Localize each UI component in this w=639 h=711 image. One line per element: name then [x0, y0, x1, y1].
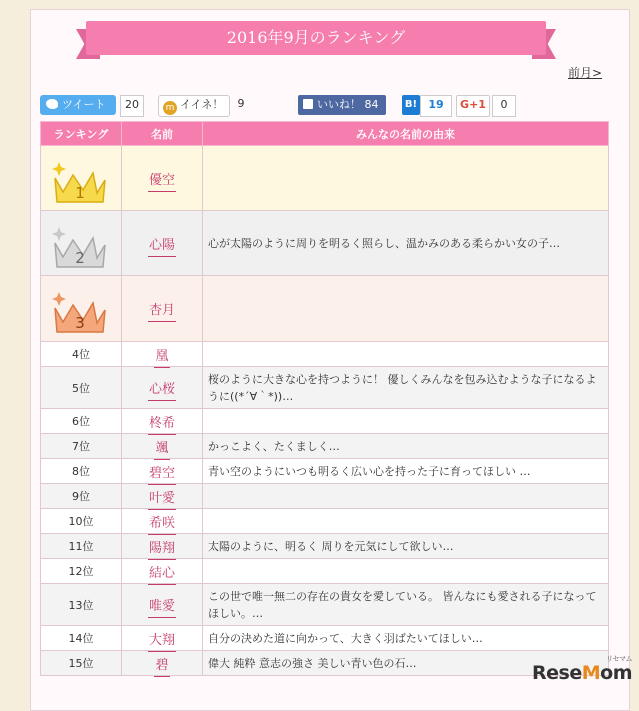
- origin-cell: [203, 509, 609, 534]
- name-cell: [122, 276, 203, 342]
- rank-cell: 13位: [41, 584, 122, 626]
- resemom-logo: ReseMom リセマム: [532, 655, 632, 684]
- table-row: [41, 534, 609, 559]
- rank-cell: 8位: [41, 459, 122, 484]
- thumbs-up-icon: [303, 99, 313, 109]
- origin-cell: [203, 484, 609, 509]
- origin-cell: [203, 409, 609, 434]
- svg-text:3: 3: [75, 314, 85, 332]
- name-cell: [122, 459, 203, 484]
- name-cell: [122, 342, 203, 367]
- table-row: [41, 459, 609, 484]
- table-row: [41, 484, 609, 509]
- svg-text:2: 2: [75, 248, 85, 267]
- name-link[interactable]: 碧空: [148, 466, 176, 485]
- table-row: [41, 367, 609, 409]
- name-cell: [122, 626, 203, 651]
- name-link[interactable]: 優空: [148, 173, 176, 192]
- table-row: [41, 342, 609, 367]
- rank-cell: 4位: [41, 342, 122, 367]
- google-plus-button[interactable]: G+1: [456, 95, 490, 117]
- rank-cell: [41, 146, 122, 211]
- page-title: 2016年9月のランキング: [226, 28, 406, 47]
- mixi-check-button[interactable]: m イイネ！: [158, 95, 230, 117]
- name-cell: [122, 559, 203, 584]
- origin-cell: 心が太陽のように周りを明るく照らし、温かみのある柔らかい女の子…: [203, 211, 609, 276]
- name-link[interactable]: 唯愛: [148, 599, 176, 618]
- mixi-count: 9: [237, 97, 245, 110]
- rank-cell: 12位: [41, 559, 122, 584]
- origin-cell: 桜のように大きな心を持つように！ 優しくみんなを包み込むような子になるように((*´∀｀*))…: [203, 367, 609, 409]
- rank-cell: [41, 211, 122, 276]
- origin-cell: [203, 146, 609, 211]
- rank-cell: 9位: [41, 484, 122, 509]
- header-ranking: ランキング: [41, 122, 122, 146]
- name-link[interactable]: 凰: [154, 349, 169, 368]
- rank-cell: 15位: [41, 651, 122, 676]
- table-row: [41, 651, 609, 676]
- rank-cell: 6位: [41, 409, 122, 434]
- origin-cell: 青い空のようにいつも明るく広い心を持った子に育ってほしい …: [203, 459, 609, 484]
- table-row: [41, 276, 609, 342]
- origin-cell: [203, 342, 609, 367]
- name-cell: [122, 651, 203, 676]
- twitter-bird-icon: [46, 99, 58, 109]
- rank-cell: 10位: [41, 509, 122, 534]
- name-link[interactable]: 碧: [154, 658, 169, 677]
- bronze-crown-icon: [49, 278, 113, 336]
- table-row: [41, 409, 609, 434]
- name-link[interactable]: 心陽: [148, 238, 176, 257]
- rank-cell: 14位: [41, 626, 122, 651]
- origin-cell: [203, 276, 609, 342]
- rank-cell: 5位: [41, 367, 122, 409]
- tweet-count: 20: [120, 95, 144, 117]
- rank-cell: 7位: [41, 434, 122, 459]
- origin-cell: [203, 559, 609, 584]
- table-row: [41, 434, 609, 459]
- header-origin: みんなの名前の由来: [203, 122, 609, 146]
- name-link[interactable]: 大翔: [148, 633, 176, 652]
- name-cell: [122, 484, 203, 509]
- silver-crown-icon: [49, 213, 113, 271]
- name-link[interactable]: 叶愛: [148, 491, 176, 510]
- origin-cell: かっこよく、たくましく…: [203, 434, 609, 459]
- table-row: [41, 146, 609, 211]
- name-link[interactable]: 心桜: [148, 382, 176, 401]
- name-cell: [122, 584, 203, 626]
- table-row: [41, 584, 609, 626]
- table-row: [41, 509, 609, 534]
- name-link[interactable]: 希咲: [148, 516, 176, 535]
- hatena-bookmark-button[interactable]: B!: [402, 95, 420, 115]
- table-row: [41, 626, 609, 651]
- facebook-like-button[interactable]: いいね！ 84: [298, 95, 386, 115]
- name-link[interactable]: 杏月: [148, 303, 176, 322]
- title-ribbon: [76, 21, 556, 61]
- rank-cell: 11位: [41, 534, 122, 559]
- name-cell: [122, 434, 203, 459]
- name-link[interactable]: 結心: [148, 566, 176, 585]
- name-link[interactable]: 柊希: [148, 416, 176, 435]
- origin-cell: 自分の決めた道に向かって、大きく羽ばたいてほしい…: [203, 626, 609, 651]
- ranking-table: [40, 121, 609, 676]
- name-cell: [122, 534, 203, 559]
- name-cell: [122, 367, 203, 409]
- name-cell: [122, 211, 203, 276]
- name-link[interactable]: 陽翔: [148, 541, 176, 560]
- table-row: [41, 559, 609, 584]
- table-row: [41, 211, 609, 276]
- name-link[interactable]: 颯: [154, 441, 169, 460]
- mixi-icon: m: [163, 101, 177, 115]
- name-cell: [122, 146, 203, 211]
- origin-cell: この世で唯一無二の存在の貴女を愛している。 皆んなにも愛される子になってほしい。…: [203, 584, 609, 626]
- gold-crown-icon: [49, 148, 113, 206]
- svg-text:1: 1: [75, 183, 85, 202]
- hatena-count: 19: [420, 95, 452, 117]
- name-cell: [122, 509, 203, 534]
- header-name: 名前: [122, 122, 203, 146]
- tweet-button[interactable]: ツイート: [40, 95, 116, 115]
- origin-cell: 偉大 純粋 意志の強さ 美しい青い色の石…: [203, 651, 609, 676]
- origin-cell: 太陽のように、明るく 周りを元気にして欲しい…: [203, 534, 609, 559]
- rank-cell: [41, 276, 122, 342]
- gplus-count: 0: [492, 95, 516, 117]
- name-cell: [122, 409, 203, 434]
- prev-month-link[interactable]: 前月>: [568, 66, 603, 80]
